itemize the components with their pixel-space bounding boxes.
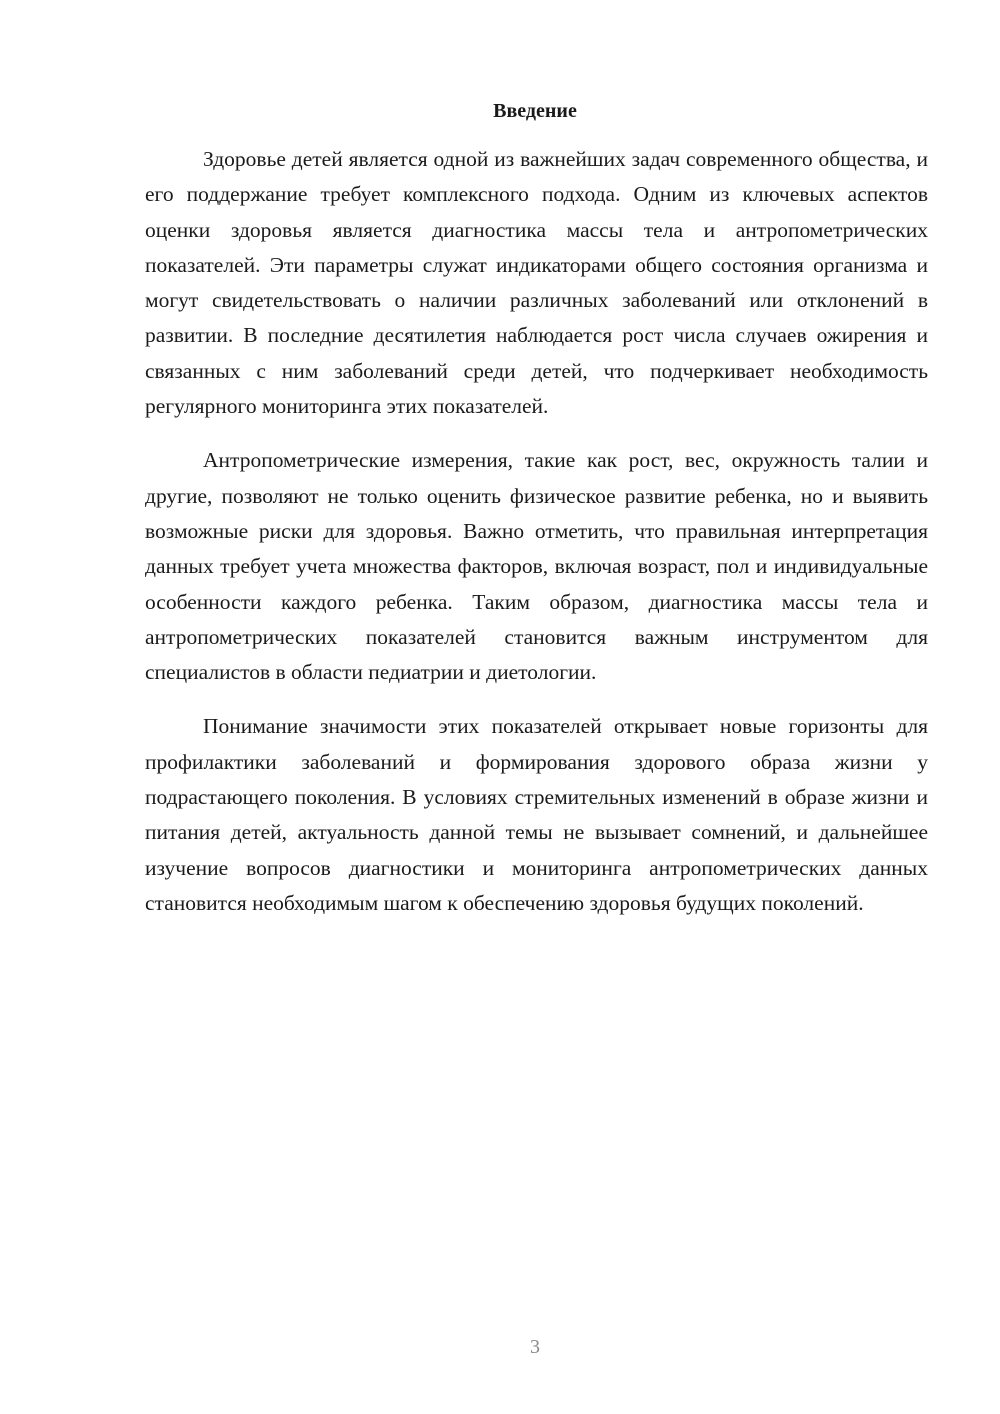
paragraph-1: Здоровье детей является одной из важнейших задач современного общества, и его поддержание требует комплексного подхода. Одним из ключевых аспектов оценки здоровья является диагностика массы тела и антропометрических показателей. Эти параметры служат индикаторами общего состояния организма и могут свидетельствовать о наличии различных заболеваний или отклонений в развитии. В последние десятилетия наблюдается рост числа случаев ожирения и связанных с ним заболеваний среди детей, что подчеркивает необходимость регулярного мониторинга этих показателей.	[145, 147, 928, 419]
paragraph-3: Понимание значимости этих показателей открывает новые горизонты для профилактики заболеваний и формирования здорового образа жизни у подрастающего поколения. В условиях стремительных изменений в образе жизни и питания детей, актуальность данной темы не вызывает сомнений, и дальнейшее изучение вопросов диагностики и мониторинга антропометрических данных становится необходимым шагом к обеспечению здоровья будущих поколений.	[145, 714, 928, 915]
body-text	[145, 142, 928, 940]
page-number: 3	[530, 1336, 540, 1358]
section-heading: Введение	[493, 100, 577, 122]
paragraph-2: Антропометрические измерения, такие как рост, вес, окружность талии и другие, позволяют не только оценить физическое развитие ребенка, но и выявить возможные риски для здоровья. Важно отметить, что правильная интерпретация данных требует учета множества факторов, включая возраст, пол и индивидуальные особенности каждого ребенка. Таким образом, диагностика массы тела и антропометрических показателей становится важным инструментом для специалистов в области педиатрии и диетологии.	[145, 448, 928, 685]
